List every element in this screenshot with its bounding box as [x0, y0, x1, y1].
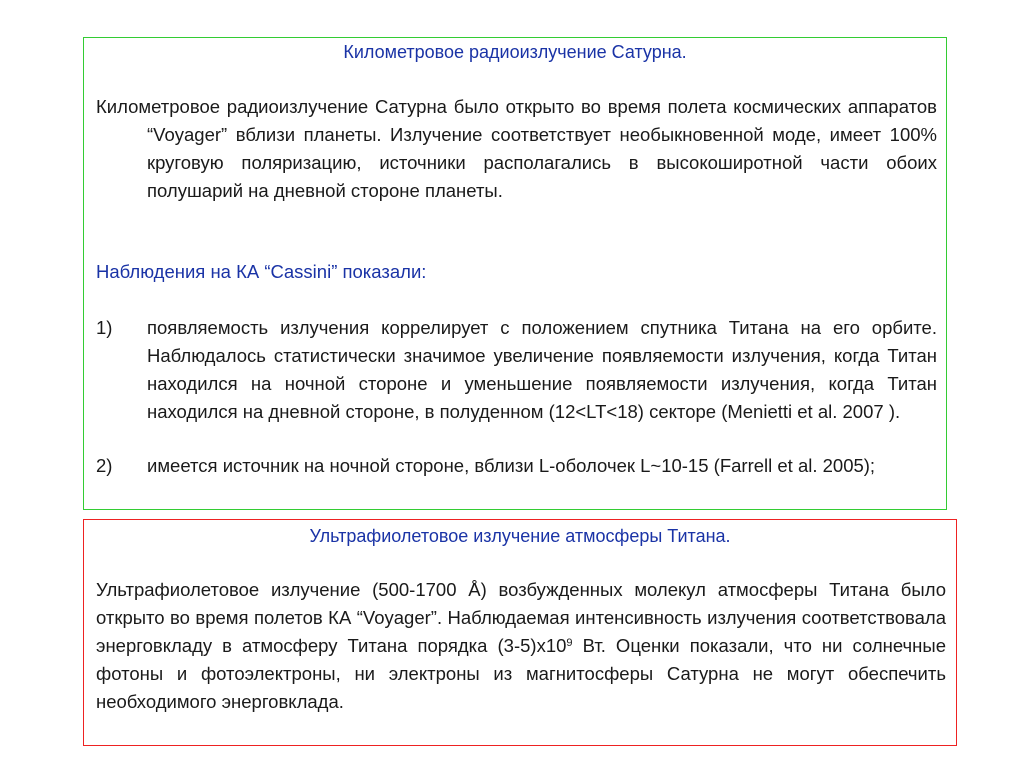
list-item-text: имеется источник на ночной стороне, вблизи L-оболочек L~10-15 (Farrell et al. 2005);: [147, 455, 876, 476]
list-item-number: 2): [96, 455, 113, 476]
titan-body-paragraph: [96, 576, 946, 716]
list-item: [96, 314, 937, 426]
titan-power-exponent: 9: [566, 637, 573, 649]
saturn-radio-section: [83, 37, 947, 510]
list-item-text: появляемость излучения коррелирует с положением спутника Титана на его орбите. Наблюдалось статистически значимое увеличение появляемости излучения, когда Титан находился на ночной стороне и уменьшение появляемости излучения, когда Титан находился на дневной стороне, в полуденном (12<LT<18) секторе (Menietti et al. 2007 ).: [147, 317, 937, 422]
saturn-intro-paragraph: Километровое радиоизлучение Сатурна было открыто во время полета космических аппаратов “Voyager” вблизи планеты. Излучение соответствует необыкновенной моде, имеет 100% круговую поляризацию, источники располагались в высокоширотной части обоих полушарий на дневной стороне планеты.: [96, 96, 937, 201]
titan-body-text-2: Вт. Оценки показали, что ни солнечные фотоны и фотоэлектроны, ни электроны из магнитосферы Сатурна не могут обеспечить необходимого энерговклада.: [96, 635, 946, 712]
cassini-heading: Наблюдения на КА “Cassini” показали:: [96, 261, 427, 282]
titan-body-text-1: Ультрафиолетовое излучение (500-1700 Å) возбужденных молекул атмосферы Титана было открыто во время полетов КА “Voyager”. Наблюдаемая интенсивность излучения соответствовала энерговкладу в атмосферу Титана порядка (3-5)x10: [96, 579, 946, 656]
titan-section-title: Ультрафиолетовое излучение атмосферы Титана.: [309, 526, 731, 546]
list-item-number: 1): [96, 317, 113, 338]
list-item: [96, 452, 937, 480]
titan-uv-section: [83, 519, 957, 746]
saturn-section-title: Километровое радиоизлучение Сатурна.: [343, 42, 687, 62]
